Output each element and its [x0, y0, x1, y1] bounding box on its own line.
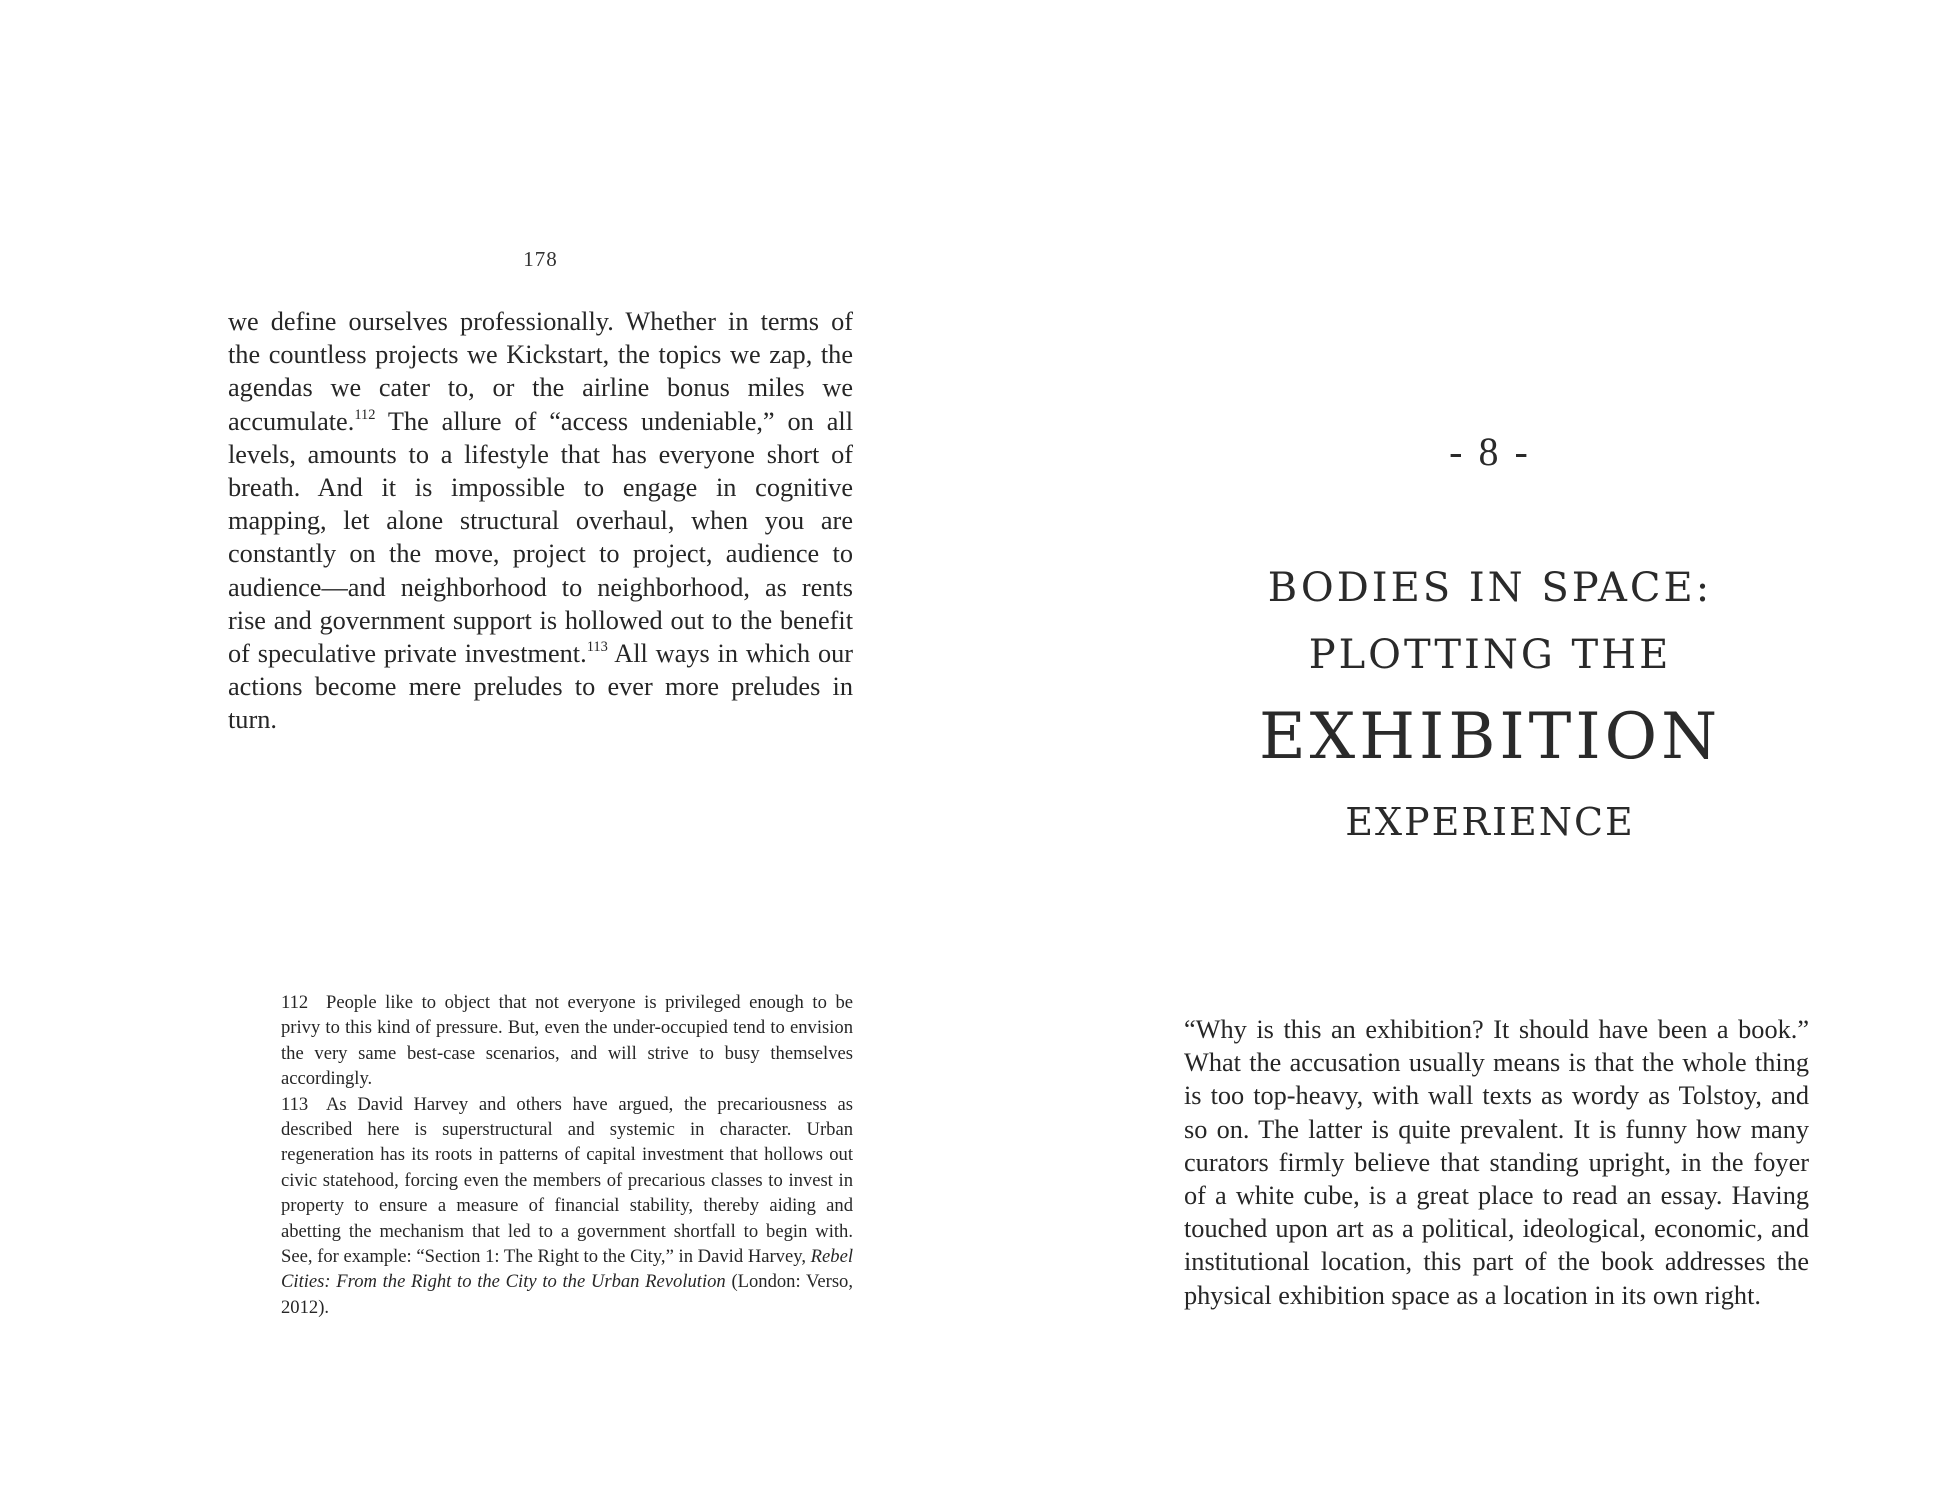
footnote-text-end: (London: Verso, 2012).	[281, 1271, 854, 1318]
page-number: 178	[523, 247, 558, 271]
footnote-text: As David Harvey and others have argued, the precariousness as described here is superstructural and systemic in character. Urban regeneration has its roots in patterns of capital investment that hollows out civic statehood, forcing even the members of precarious classes to invest in property to ensure a measure of financial stability, thereby aiding and abetting the mechanism that led to a government shortfall to begin with. See, for example: “Section 1: The Right to the City,” in David Harvey,	[281, 1093, 853, 1268]
chapter-intro-text: “Why is this an exhibition? It should have been a book.” What the accusation usually means is that the whole thing is too top-heavy, with wall texts as wordy as Tolstoy, and so on. The latter is quite prevalent. It is funny how many curators firmly believe that standing upright, in the foyer of a white cube, is a great place to read an essay. Having touched upon art as a political, ideological, economic, and institutional location, this part of the book addresses the physical exhibition space as a location in its own right.	[1184, 1015, 1809, 1310]
footnote-text: People like to object that not everyone is privileged enough to be privy to this kind of pressure. But, even the under-occupied tend to envision the very same best-case scenarios, and will strive to busy themselves accordingly.	[281, 992, 853, 1090]
chapter-number: - 8 -	[1449, 429, 1531, 474]
chapter-title-line-3: EXHIBITION	[1258, 700, 1722, 774]
footnote-113	[281, 1092, 853, 1321]
footnote-ref-112[interactable]: 112	[354, 406, 376, 423]
chapter-title-line-2: PLOTTING THE	[1308, 632, 1672, 678]
footnote-number: 112	[281, 992, 309, 1013]
footnote-ref-113[interactable]: 113	[586, 639, 608, 656]
chapter-title-line-1: BODIES IN SPACE:	[1267, 565, 1713, 611]
body-text-part-2: The allure of “access undeniable,” on all levels, amounts to a lifestyle that has everyone short of breath. And it is impossible to engage in cognitive mapping, let alone structural overhaul, when you are constantly on the move, project to project, audience to audience—and neighborhood to neighborhood, as rents rise and government support is hollowed out to the benefit of speculative private investment.	[228, 406, 853, 669]
body-text-part-1: we define ourselves professionally. Whether in terms of the countless projects we Kickstart, the topics we zap, the agendas we cater to, or the airline bonus miles we accumulate.	[228, 307, 853, 436]
footnote-112	[281, 990, 853, 1092]
footnote-number: 113	[281, 1093, 309, 1115]
footnotes	[281, 990, 853, 1320]
chapter-title-line-4: EXPERIENCE	[1345, 800, 1635, 844]
right-page	[970, 0, 1941, 1500]
body-text	[228, 305, 853, 737]
book-title: Rebel Cities: From the Right to the City to the Urban Revolution	[281, 1246, 853, 1293]
body-text-part-3: All ways in which our actions become mere preludes to ever more preludes in turn.	[228, 639, 853, 735]
left-page	[0, 0, 970, 1500]
